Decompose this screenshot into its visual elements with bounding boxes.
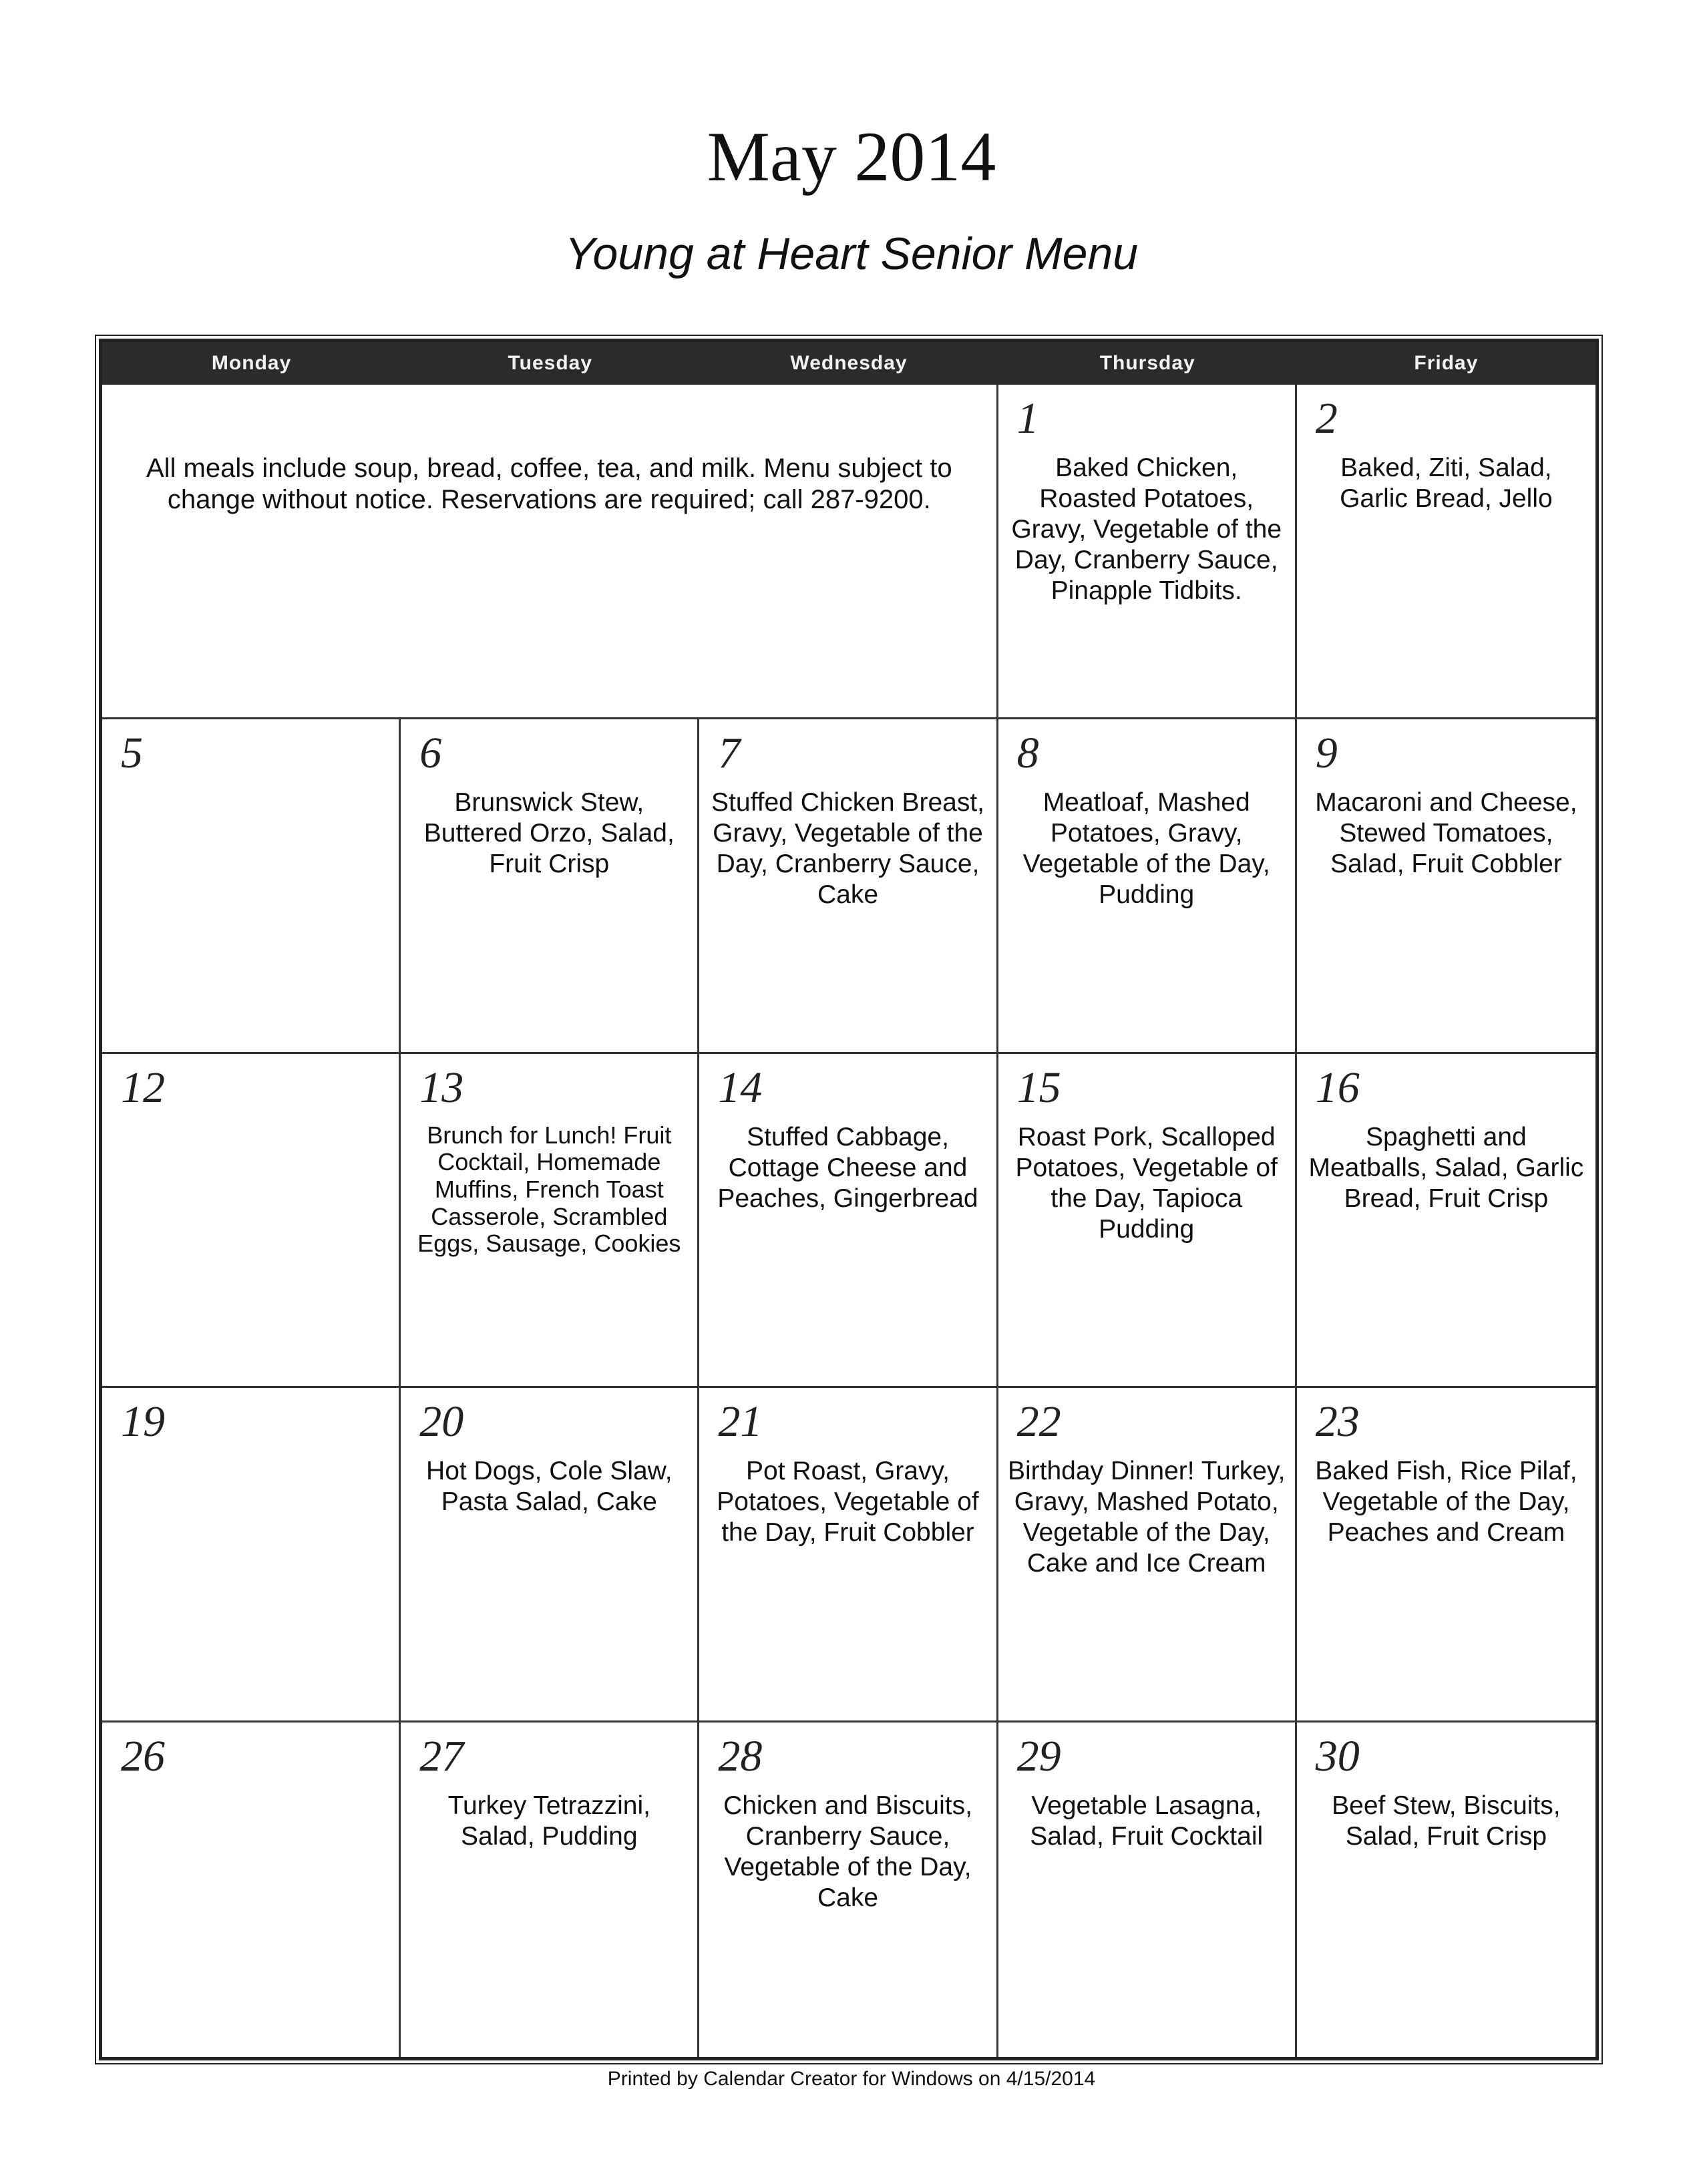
weekday-wednesday: Wednesday <box>790 352 908 374</box>
day-menu: Vegetable Lasagna, Salad, Fruit Cocktail <box>1030 1791 1264 1851</box>
day-menu: Pot Roast, Gravy, Potatoes, Vegetable of the Day, Fruit Cobbler <box>717 1457 979 1548</box>
day-number: 30 <box>1315 1732 1360 1781</box>
notice-cell <box>102 385 998 719</box>
day-cell <box>1297 1722 1595 2057</box>
day-cell <box>401 1722 699 2057</box>
day-cell <box>998 1722 1297 2057</box>
weekday-friday: Friday <box>1414 352 1479 374</box>
day-cell <box>102 1054 401 1389</box>
day-number: 5 <box>121 728 143 777</box>
day-cell <box>699 1054 998 1389</box>
day-number: 7 <box>718 728 741 777</box>
day-menu: Brunswick Stew, Buttered Orzo, Salad, Fruit Crisp <box>423 787 675 878</box>
day-cell <box>401 1388 699 1722</box>
day-number: 6 <box>419 728 442 777</box>
calendar-days <box>102 385 1595 2057</box>
day-number: 8 <box>1016 728 1039 777</box>
day-cell <box>699 719 998 1054</box>
day-number: 28 <box>718 1732 763 1781</box>
print-footer: Printed by Calendar Creator for Windows on 4/15/2014 <box>607 2068 1096 2090</box>
day-cell <box>998 1388 1297 1722</box>
day-cell <box>1297 1054 1595 1389</box>
page-title: May 2014 <box>707 118 996 196</box>
day-number: 27 <box>419 1732 464 1781</box>
day-cell <box>1297 719 1595 1054</box>
day-number: 13 <box>419 1063 464 1112</box>
menu-notice: All meals include soup, bread, coffee, tea, and milk. Menu subject to change without notice. Reservations are required; call 287-9200. <box>146 453 952 515</box>
day-number: 14 <box>718 1063 763 1112</box>
day-number: 12 <box>121 1063 165 1112</box>
day-menu: Beef Stew, Biscuits, Salad, Fruit Crisp <box>1332 1791 1561 1851</box>
day-cell <box>998 719 1297 1054</box>
day-menu: Baked Fish, Rice Pilaf, Vegetable of the Day, Peaches and Cream <box>1315 1457 1577 1548</box>
day-menu: Chicken and Biscuits, Cranberry Sauce, Vegetable of the Day, Cake <box>723 1791 972 1913</box>
day-cell <box>998 1054 1297 1389</box>
day-number: 15 <box>1016 1063 1061 1112</box>
page-subtitle: Young at Heart Senior Menu <box>564 228 1139 279</box>
day-cell <box>998 385 1297 719</box>
day-number: 2 <box>1315 394 1338 443</box>
day-cell <box>401 1054 699 1389</box>
day-number: 1 <box>1016 394 1039 443</box>
day-number: 20 <box>419 1397 464 1447</box>
day-cell <box>401 719 699 1054</box>
day-menu: Stuffed Cabbage, Cottage Cheese and Peaches, Gingerbread <box>717 1122 978 1213</box>
day-cell <box>699 1722 998 2057</box>
day-menu: Baked Chicken, Roasted Potatoes, Gravy, Vegetable of the Day, Cranberry Sauce, Pinapple Tidbits. <box>1011 453 1282 606</box>
weekday-thursday: Thursday <box>1099 352 1195 374</box>
day-number: 9 <box>1315 728 1338 777</box>
day-number: 21 <box>718 1397 763 1447</box>
day-number: 29 <box>1016 1732 1061 1781</box>
day-number: 22 <box>1016 1397 1061 1447</box>
day-menu: Brunch for Lunch! Fruit Cocktail, Homemade Muffins, French Toast Casserole, Scrambled Eggs, Sausage, Cookies <box>417 1121 681 1258</box>
day-menu: Stuffed Chicken Breast, Gravy, Vegetable of the Day, Cranberry Sauce, Cake <box>711 787 984 909</box>
day-number: 19 <box>121 1397 165 1447</box>
day-menu: Spaghetti and Meatballs, Salad, Garlic Bread, Fruit Crisp <box>1308 1122 1584 1213</box>
day-cell <box>102 1388 401 1722</box>
day-menu: Turkey Tetrazzini, Salad, Pudding <box>447 1791 650 1851</box>
day-menu: Roast Pork, Scalloped Potatoes, Vegetable of the Day, Tapioca Pudding <box>1015 1122 1278 1244</box>
day-menu: Meatloaf, Mashed Potatoes, Gravy, Vegetable of the Day, Pudding <box>1022 787 1270 909</box>
day-cell <box>1297 385 1595 719</box>
day-menu: Hot Dogs, Cole Slaw, Pasta Salad, Cake <box>426 1457 673 1517</box>
day-cell <box>699 1388 998 1722</box>
day-menu: Birthday Dinner! Turkey, Gravy, Mashed Potato, Vegetable of the Day, Cake and Ice Cream <box>1007 1457 1286 1578</box>
day-menu: Macaroni and Cheese, Stewed Tomatoes, Salad, Fruit Cobbler <box>1315 787 1577 878</box>
calendar-grid <box>99 339 1599 2060</box>
day-number: 23 <box>1315 1397 1360 1447</box>
day-cell <box>1297 1388 1595 1722</box>
weekday-header <box>102 342 1595 385</box>
day-cell <box>102 1722 401 2057</box>
weekday-monday: Monday <box>211 352 292 374</box>
weekday-tuesday: Tuesday <box>508 352 593 374</box>
day-number: 26 <box>121 1732 165 1781</box>
day-number: 16 <box>1315 1063 1360 1112</box>
day-menu: Baked, Ziti, Salad, Garlic Bread, Jello <box>1340 453 1553 514</box>
day-cell <box>102 719 401 1054</box>
